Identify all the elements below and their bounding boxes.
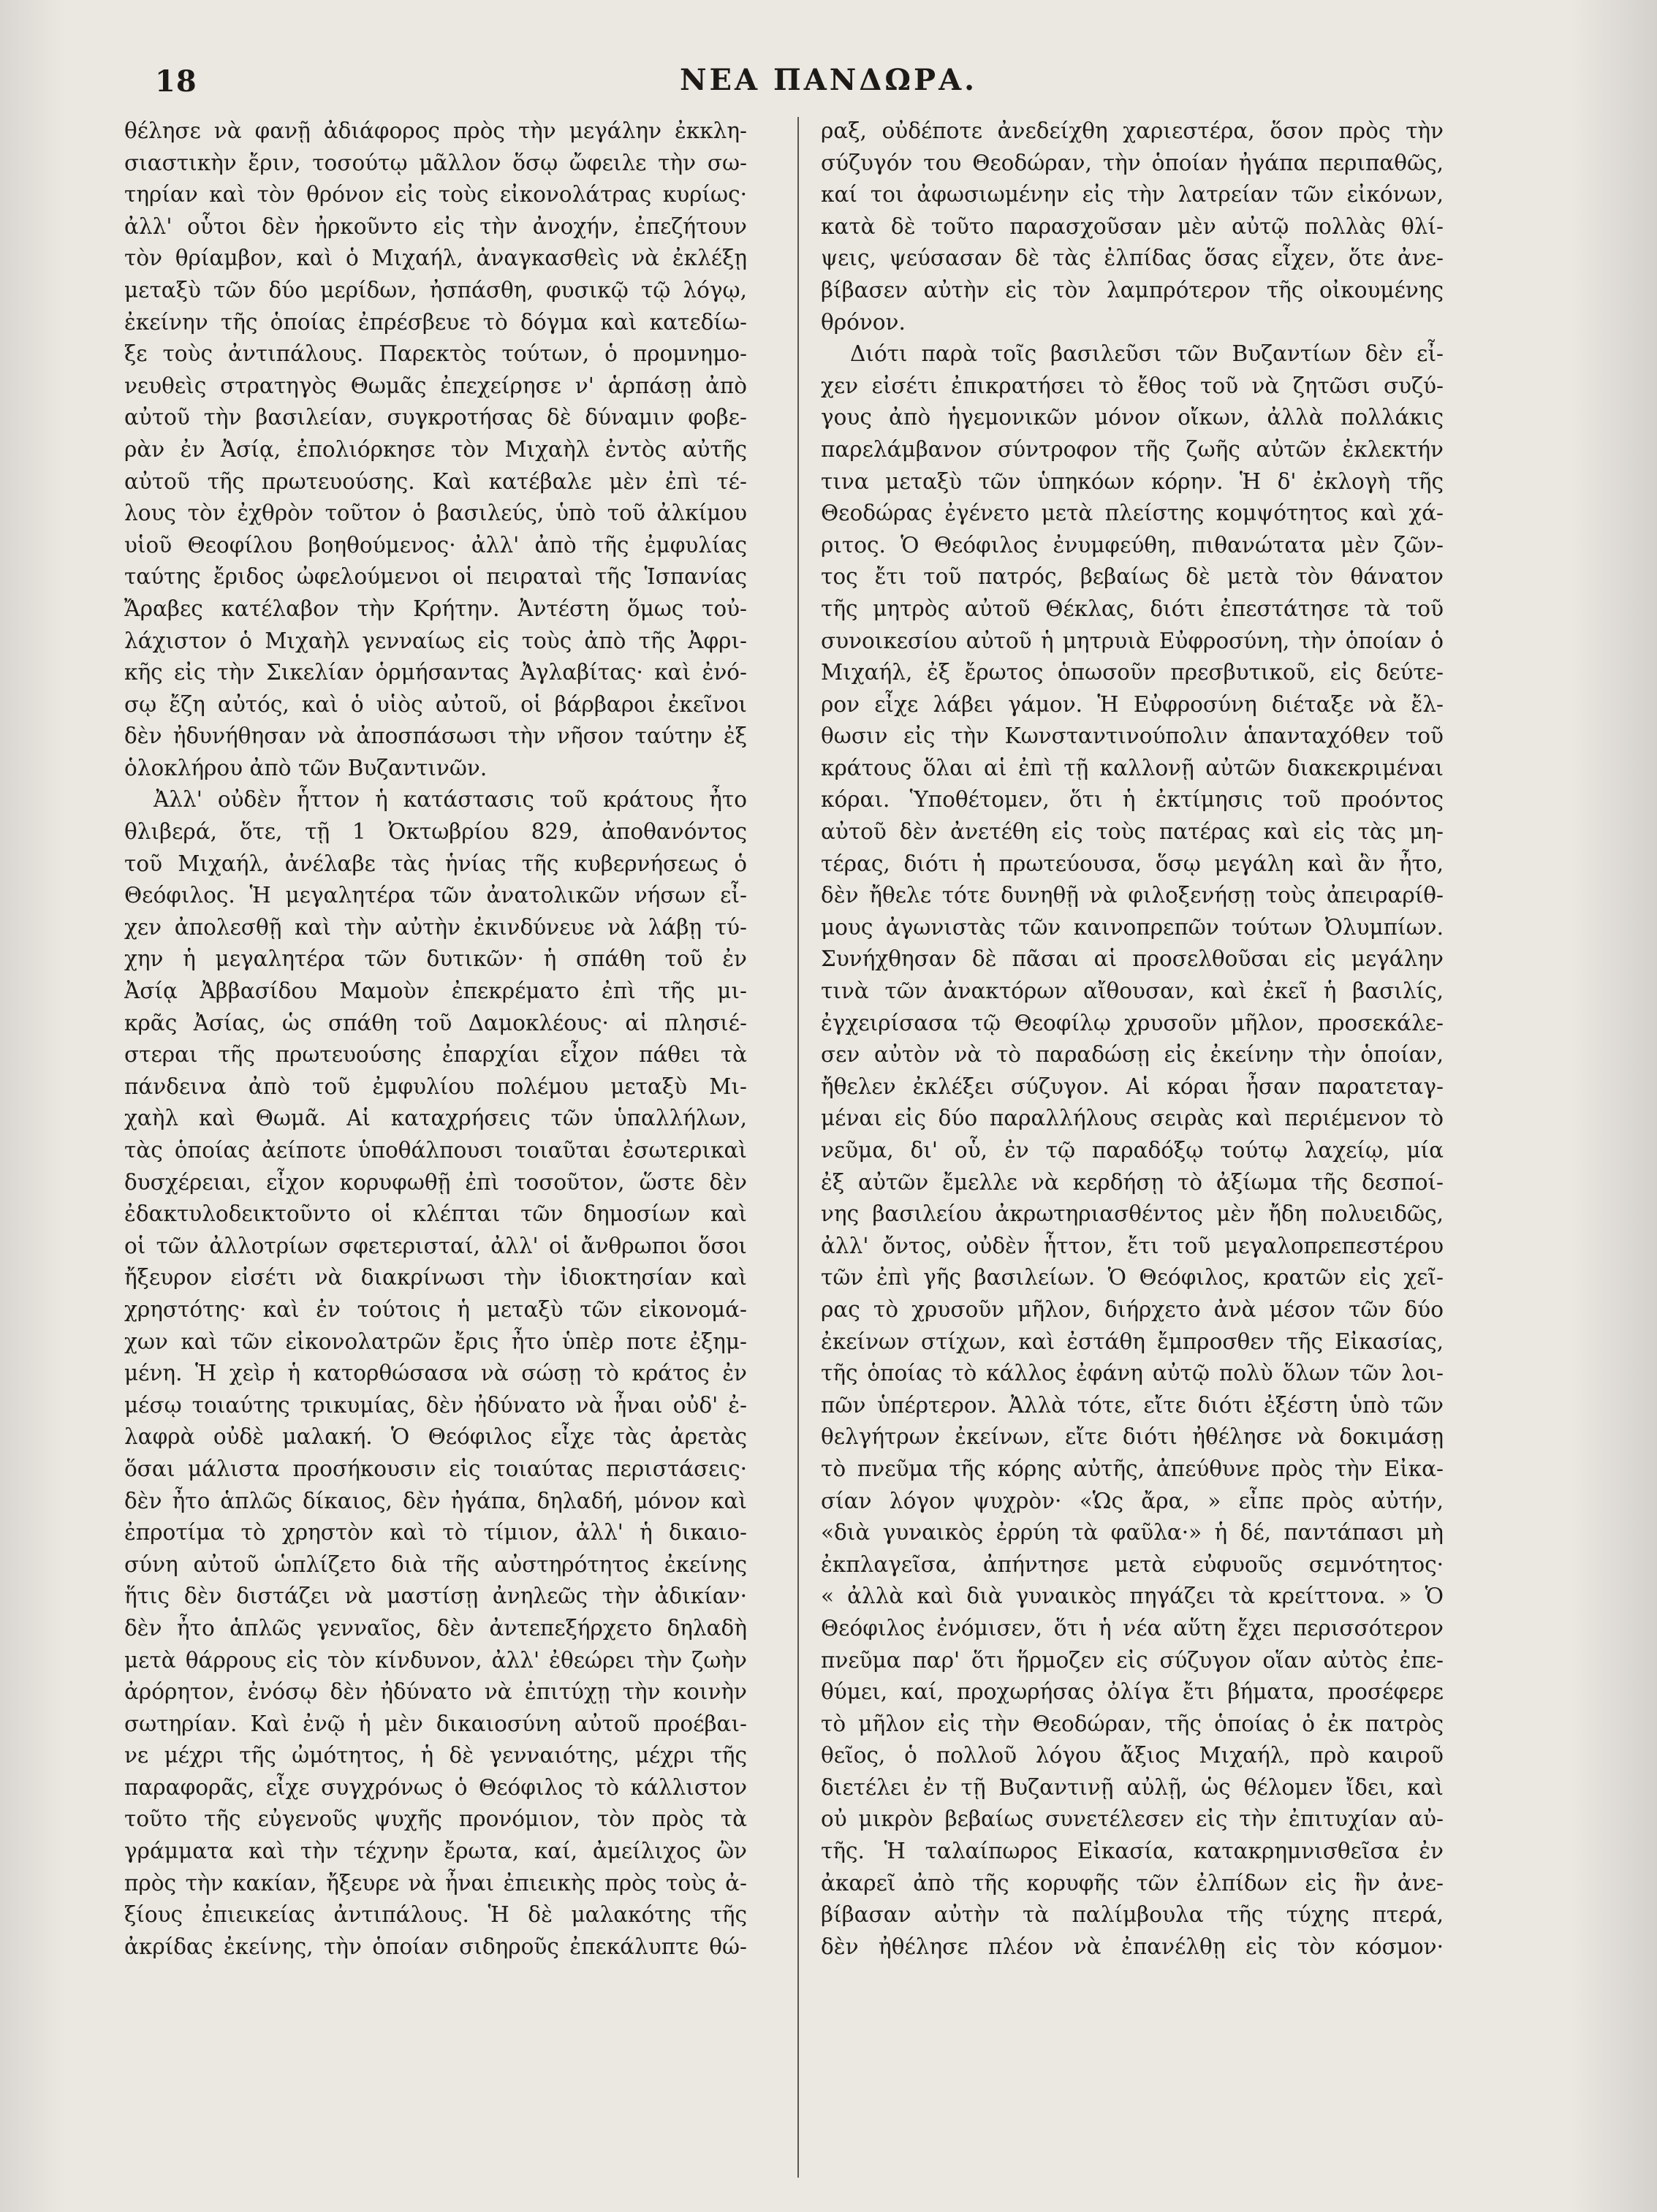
text-line: δὲν ἦτο ἁπλῶς δίκαιος, δὲν ἠγάπα, δηλαδή, μόνον καὶ <box>124 1488 747 1513</box>
text-line: δὲν ἤθελε τότε δυνηθῇ νὰ φιλοξενήσῃ τοὺς ἀπειραρίθ- <box>821 883 1444 908</box>
text-line: ξίους ἐπιεικείας ἀντιπάλους. Ἡ δὲ μαλακότης τῆς <box>124 1902 747 1928</box>
text-line: παρελάμβανον σύντροφον τῆς ζωῆς αὐτῶν ἐκλεκτήν <box>821 436 1444 462</box>
text-line: Συνήχθησαν δὲ πᾶσαι αἱ προσελθοῦσαι εἰς μεγάλην <box>821 946 1444 972</box>
text-line: μους ἀγωνιστὰς τῶν καινοπρεπῶν τούτων Ὀλυμπίων. <box>821 914 1444 940</box>
text-line: ρας τὸ χρυσοῦν μῆλον, διήρχετο ἀνὰ μέσον τῶν δύο <box>821 1296 1444 1322</box>
text-line: χεν ἀπολεσθῇ καὶ τὴν αὐτὴν ἐκινδύνευε νὰ λάβῃ τύ- <box>124 914 747 940</box>
text-line: ἀκρίδας ἐκείνης, τὴν ὁποίαν σιδηροῦς ἐπεκάλυπτε θώ- <box>124 1934 747 1959</box>
page-number: 18 <box>155 64 197 99</box>
text-line: βίβασεν αὐτὴν εἰς τὸν λαμπρότερον τῆς οἰκουμένης <box>821 277 1444 303</box>
text-line: παραφορᾶς, εἶχε συγχρόνως ὁ Θεόφιλος τὸ κάλλιστον <box>124 1774 747 1800</box>
text-line: δὲν ἦτο ἁπλῶς γενναῖος, δὲν ἀντεπεξήρχετο δηλαδὴ <box>124 1615 747 1641</box>
text-line: τινα μεταξὺ τῶν ὑπηκόων κόρην. Ἡ δ' ἐκλογὴ τῆς <box>821 468 1444 494</box>
text-line: αὐτοῦ δὲν ἀνετέθη εἰς τοὺς πατέρας καὶ εἰς τὰς μη- <box>821 819 1444 845</box>
text-line: Διότι παρὰ τοῖς βασιλεῦσι τῶν Βυζαντίων δὲν εἶ- <box>850 341 1444 367</box>
text-line: πρὸς τὴν κακίαν, ἤξευρε νὰ ἦναι ἐπιεικὴς πρὸς τοὺς ἀ- <box>124 1870 747 1896</box>
text-line: ἀλλ' οὗτοι δὲν ἠρκοῦντο εἰς τὴν ἀνοχήν, ἐπεζήτουν <box>124 213 747 239</box>
column-divider <box>797 117 799 2178</box>
text-line: ταύτης ἔριδος ὠφελούμενοι οἱ πειραταὶ τῆς Ἱσπανίας <box>124 564 747 590</box>
text-line: συνοικεσίου αὐτοῦ ἡ μητρυιὰ Εὐφροσύνη, τὴν ὁποίαν ὁ <box>821 628 1444 653</box>
text-line: σύνη αὐτοῦ ὡπλίζετο διὰ τῆς αὐστηρότητος ἐκείνης <box>124 1551 747 1577</box>
text-line: καί τοι ἀφωσιωμένην εἰς τὴν λατρείαν τῶν εἰκόνων, <box>821 182 1444 208</box>
text-line: μεταξὺ τῶν δύο μερίδων, ἠσπάσθη, φυσικῷ τῷ λόγῳ, <box>124 277 747 303</box>
text-line: τοῦ Μιχαήλ, ἀνέλαβε τὰς ἡνίας τῆς κυβερνήσεως ὁ <box>124 851 747 876</box>
text-line: ἐξ αὐτῶν ἔμελλε νὰ κερδήσῃ τὸ ἀξίωμα τῆς δεσποί- <box>821 1169 1444 1195</box>
text-line: νευθεὶς στρατηγὸς Θωμᾶς ἐπεχείρησε ν' ἁρπάσῃ ἀπὸ <box>124 373 747 398</box>
text-line: τῆς μητρὸς αὐτοῦ Θέκλας, διότι ἐπεστάτησε τὰ τοῦ <box>821 596 1444 621</box>
text-line: τος ἔτι τοῦ πατρός, βεβαίως δὲ μετὰ τὸν θάνατον <box>821 564 1444 590</box>
text-line: λαφρὰ οὐδὲ μαλακή. Ὁ Θεόφιλος εἶχε τὰς ἀρετὰς <box>124 1424 747 1450</box>
text-line: θωσιν εἰς τὴν Κωνσταντινούπολιν ἁπανταχόθεν τοῦ <box>821 723 1444 749</box>
text-line: κράτους ὅλαι αἱ ἐπὶ τῇ καλλονῇ αὐτῶν διακεκριμέναι <box>821 755 1444 780</box>
text-line: σῳ ἔζη αὐτός, καὶ ὁ υἱὸς αὐτοῦ, οἱ βάρβαροι ἐκεῖνοι <box>124 691 747 717</box>
text-line: ἀρόρητον, ἐνόσῳ δὲν ἠδύνατο νὰ ἐπιτύχῃ τὴν κοινὴν <box>124 1679 747 1705</box>
text-line: χαὴλ καὶ Θωμᾶ. Αἱ καταχρήσεις τῶν ὑπαλλήλων, <box>124 1106 747 1131</box>
text-line: κρᾶς Ἀσίας, ὡς σπάθη τοῦ Δαμοκλέους· αἱ πλησιέ- <box>124 1010 747 1035</box>
right-text-column <box>821 115 1444 1963</box>
running-head-title: ΝΕΑ ΠΑΝΔΩΡΑ. <box>679 63 978 97</box>
text-line: ἥτις δὲν διστάζει νὰ μαστίσῃ ἀνηλεῶς τὴν ἀδικίαν· <box>124 1584 747 1609</box>
text-line: γους ἀπὸ ἡγεμονικῶν μόνον οἴκων, ἀλλὰ πολλάκις <box>821 405 1444 430</box>
text-line: πῶν ὑπέρτερον. Ἀλλὰ τότε, εἴτε διότι ἐξέστη ὑπὸ τῶν <box>821 1392 1444 1418</box>
text-line: Ἀσίᾳ Ἀββασίδου Μαμοὺν ἐπεκρέματο ἐπὶ τῆς μι- <box>124 978 747 1004</box>
text-line: υἱοῦ Θεοφίλου βοηθούμενος· ἀλλ' ἀπὸ τῆς ἐμφυλίας <box>124 532 747 558</box>
text-line: ἐκείνην τῆς ὁποίας ἐπρέσβευε τὸ δόγμα καὶ κατεδίω- <box>124 309 747 335</box>
text-line: οὐ μικρὸν βεβαίως συνετέλεσεν εἰς τὴν ἐπιτυχίαν αὐ- <box>821 1806 1444 1832</box>
text-line: κῆς εἰς τὴν Σικελίαν ὁρμήσαντας Ἀγλαβίτας· καὶ ἐνό- <box>124 660 747 685</box>
text-line: τῆς ὁποίας τὸ κάλλος ἐφάνη αὐτῷ πολὺ ὅλων τῶν λοι- <box>821 1361 1444 1386</box>
text-line: σύζυγόν του Θεοδώραν, τὴν ὁποίαν ἠγάπα περιπαθῶς, <box>821 150 1444 175</box>
text-line: τὰς ὁποίας ἀείποτε ὑποθάλπουσι τοιαῦται ἐσωτερικαὶ <box>124 1138 747 1163</box>
left-text-column <box>124 115 747 1963</box>
text-line: μέναι εἰς δύο παραλλήλους σειρὰς καὶ περιέμενον τὸ <box>821 1106 1444 1131</box>
text-line: ἐγχειρίσασα τῷ Θεοφίλῳ χρυσοῦν μῆλον, προσεκάλε- <box>821 1010 1444 1035</box>
text-line: σεν αὐτὸν νὰ τὸ παραδώσῃ εἰς ἐκείνην τὴν ὁποίαν, <box>821 1042 1444 1068</box>
text-line: τὸ μῆλον εἰς τὴν Θεοδώραν, τῆς ὁποίας ὁ ἐκ πατρὸς <box>821 1711 1444 1736</box>
text-line: ξε τοὺς ἀντιπάλους. Παρεκτὸς τούτων, ὁ προμνημο- <box>124 341 747 367</box>
text-line: δὲν ἠθέλησε πλέον νὰ ἐπανέλθῃ εἰς τὸν κόσμον· <box>821 1934 1444 1959</box>
text-line: χρηστότης· καὶ ἐν τούτοις ἡ μεταξὺ τῶν εἰκονομά- <box>124 1296 747 1322</box>
text-line: «διὰ γυναικὸς ἐρρύη τὰ φαῦλα·» ἡ δέ, παντάπασι μὴ <box>821 1520 1444 1546</box>
text-line: ἐπροτίμα τὸ χρηστὸν καὶ τὸ τίμιον, ἀλλ' ἡ δικαιο- <box>124 1520 747 1546</box>
text-line: πάνδεινα ἀπὸ τοῦ ἐμφυλίου πολέμου μεταξὺ Μι- <box>124 1073 747 1099</box>
text-line: τῆς. Ἡ ταλαίπωρος Εἰκασία, κατακρημνισθεῖσα ἐν <box>821 1839 1444 1864</box>
text-line: αὐτοῦ τῆς πρωτευούσης. Καὶ κατέβαλε μὲν ἐπὶ τέ- <box>124 468 747 494</box>
text-line: στεραι τῆς πρωτευούσης ἐπαρχίαι εἶχον πάθει τὰ <box>124 1042 747 1068</box>
text-line: τὸ πνεῦμα τῆς κόρης αὐτῆς, ἀπεύθυνε πρὸς τὴν Εἰκα- <box>821 1456 1444 1481</box>
text-line: ψεις, ψεύσασαν δὲ τὰς ἐλπίδας ὅσας εἶχεν, ὅτε ἀνε- <box>821 246 1444 271</box>
text-line: σιαστικὴν ἔριν, τοσούτῳ μᾶλλον ὅσῳ ὤφειλε τὴν σω- <box>124 150 747 175</box>
text-line: Θεόφιλος ἐνόμισεν, ὅτι ἡ νέα αὕτη ἔχει περισσότερον <box>821 1615 1444 1641</box>
text-line: νε μέχρι τῆς ὠμότητος, ἡ δὲ γενναιότης, μέχρι τῆς <box>124 1743 747 1768</box>
page-binding-shadow <box>0 0 66 2212</box>
text-line: μένη. Ἡ χεὶρ ἡ κατορθώσασα νὰ σώσῃ τὸ κράτος ἐν <box>124 1361 747 1386</box>
text-line: χεν εἰσέτι ἐπικρατήσει τὸ ἔθος τοῦ νὰ ζητῶσι συζύ- <box>821 373 1444 398</box>
text-line: λάχιστον ὁ Μιχαὴλ γενναίως εἰς τοὺς ἀπὸ τῆς Ἀφρι- <box>124 628 747 653</box>
text-line: ρὰν ἐν Ἀσίᾳ, ἐπολιόρκησε τὸν Μιχαὴλ ἐντὸς αὐτῆς <box>124 436 747 462</box>
text-line: ὁλοκλήρου ἀπὸ τῶν Βυζαντινῶν. <box>124 755 488 780</box>
text-line: τῶν ἐπὶ γῆς βασιλείων. Ὁ Θεόφιλος, κρατῶν εἰς χεῖ- <box>821 1265 1444 1291</box>
text-line: θύμει, καί, προχωρήσας ὀλίγα ἔτι βήματα, προσέφερε <box>821 1679 1444 1705</box>
text-line: ἐδακτυλοδεικτοῦντο οἱ κλέπται τῶν δημοσίων καὶ <box>124 1201 747 1227</box>
text-line: Μιχαήλ, ἐξ ἔρωτος ὁπωσοῦν πρεσβυτικοῦ, εἰς δεύτε- <box>821 660 1444 685</box>
text-line: σωτηρίαν. Καὶ ἐνῷ ἡ μὲν δικαιοσύνη αὐτοῦ προέβαι- <box>124 1711 747 1736</box>
text-line: νης βασιλείου ἀκρωτηριασθέντος μὲν ἤδη πολυειδῶς, <box>821 1201 1444 1227</box>
text-line: θέλησε νὰ φανῇ ἀδιάφορος πρὸς τὴν μεγάλην ἐκκλη- <box>124 118 747 143</box>
text-line: Ἀλλ' οὐδὲν ἧττον ἡ κατάστασις τοῦ κράτους ἦτο <box>153 787 747 813</box>
text-line: θρόνον. <box>821 309 906 335</box>
text-line: σίαν λόγον ψυχρὸν· «Ὡς ἄρα, » εἶπε πρὸς αὐτήν, <box>821 1488 1444 1513</box>
text-line: τοῦτο τῆς εὐγενοῦς ψυχῆς προνόμιον, τὸν πρὸς τὰ <box>124 1806 747 1832</box>
text-line: διετέλει ἐν τῇ Βυζαντινῇ αὐλῇ, ὡς θέλομεν ἴδει, καὶ <box>821 1774 1444 1800</box>
text-line: Ἄραβες κατέλαβον τὴν Κρήτην. Ἀντέστη ὅμως τοὐ- <box>124 596 747 621</box>
text-line: ἤθελεν ἐκλέξει σύζυγον. Αἱ κόραι ἦσαν παρατεταγ- <box>821 1073 1444 1099</box>
text-line: « ἀλλὰ καὶ διὰ γυναικὸς πηγάζει τὰ κρείττονα. » Ὁ <box>821 1584 1444 1609</box>
text-line: ὅσαι μάλιστα προσήκουσιν εἰς τοιαύτας περιστάσεις· <box>124 1456 747 1481</box>
text-line: χων καὶ τῶν εἰκονολατρῶν ἔρις ἦτο ὑπὲρ ποτε ἐξημ- <box>124 1329 747 1354</box>
text-line: ἀλλ' ὄντος, οὐδὲν ἧττον, ἔτι τοῦ μεγαλοπρεπεστέρου <box>821 1233 1444 1258</box>
text-line: βίβασαν αὐτὴν τὰ παλίμβουλα τῆς τύχης πτερά, <box>821 1902 1444 1928</box>
text-line: πνεῦμα παρ' ὅτι ἥρμοζεν εἰς σύζυγον οἵαν αὐτὸς ἐπε- <box>821 1647 1444 1673</box>
text-line: τὸν θρίαμβον, καὶ ὁ Μιχαήλ, ἀναγκασθεὶς νὰ ἐκλέξῃ <box>124 246 747 271</box>
text-line: τέρας, διότι ἡ πρωτεύουσα, ὅσῳ μεγάλη καὶ ἂν ἦτο, <box>821 851 1444 876</box>
text-line: αὐτοῦ τὴν βασιλείαν, συγκροτήσας δὲ δύναμιν φοβε- <box>124 405 747 430</box>
text-line: ἀκαρεῖ ἀπὸ τῆς κορυφῆς τῶν ἐλπίδων εἰς ἣν ἀνε- <box>821 1870 1444 1896</box>
text-line: χην ἡ μεγαλητέρα τῶν δυτικῶν· ἡ σπάθη τοῦ ἐν <box>124 946 747 972</box>
text-line: ἤξευρον εἰσέτι νὰ διακρίνωσι τὴν ἰδιοκτησίαν καὶ <box>124 1265 747 1291</box>
text-line: ἐκείνων στίχων, καὶ ἐστάθη ἔμπροσθεν τῆς Εἰκασίας, <box>821 1329 1444 1354</box>
text-line: μέσῳ τοιαύτης τρικυμίας, δὲν ἠδύνατο νὰ ἦναι οὐδ' ἐ- <box>124 1392 747 1418</box>
text-line: τινὰ τῶν ἀνακτόρων αἴθουσαν, καὶ ἐκεῖ ἡ βασιλίς, <box>821 978 1444 1004</box>
page-edge-shadow <box>1569 0 1657 2212</box>
text-line: ραξ, οὐδέποτε ἀνεδείχθη χαριεστέρα, ὅσον πρὸς τὴν <box>821 118 1444 143</box>
text-line: δὲν ἠδυνήθησαν νὰ ἀποσπάσωσι τὴν νῆσον ταύτην ἐξ <box>124 723 747 749</box>
text-line: γράμματα καὶ τὴν τέχνην ἔρωτα, καί, ἀμείλιχος ὢν <box>124 1839 747 1864</box>
text-line: οἱ τῶν ἀλλοτρίων σφετερισταί, ἀλλ' οἱ ἄνθρωποι ὅσοι <box>124 1233 747 1258</box>
text-line: λους τὸν ἐχθρὸν τοῦτον ὁ βασιλεύς, ὑπὸ τοῦ ἀλκίμου <box>124 501 747 526</box>
text-line: θελγήτρων ἐκείνων, εἴτε διότι ἠθέλησε νὰ δοκιμάσῃ <box>821 1424 1444 1450</box>
text-line: ρον εἶχε λάβει γάμον. Ἡ Εὐφροσύνη διέταξε νὰ ἔλ- <box>821 691 1444 717</box>
text-line: νεῦμα, δι' οὗ, ἐν τῷ παραδόξῳ τούτῳ λαχείῳ, μία <box>821 1138 1444 1163</box>
text-line: μετὰ θάρρους εἰς τὸν κίνδυνον, ἀλλ' ἐθεώρει τὴν ζωὴν <box>124 1647 747 1673</box>
text-line: Θεοδώρας ἐγένετο μετὰ πλείστης κομψότητος καὶ χά- <box>821 501 1444 526</box>
text-line: ἐκπλαγεῖσα, ἀπήντησε μετὰ εὐφυοῦς σεμνότητος· <box>821 1551 1444 1577</box>
text-line: δυσχέρειαι, εἶχον κορυφωθῇ ἐπὶ τοσοῦτον, ὥστε δὲν <box>124 1169 747 1195</box>
text-line: θλιβερά, ὅτε, τῇ 1 Ὀκτωβρίου 829, ἀποθανόντος <box>124 819 747 845</box>
text-line: κατὰ δὲ τοῦτο παρασχοῦσαν μὲν αὐτῷ πολλὰς θλί- <box>821 213 1444 239</box>
text-line: κόραι. Ὑποθέτομεν, ὅτι ἡ ἐκτίμησις τοῦ προόντος <box>821 787 1444 813</box>
text-line: τηρίαν καὶ τὸν θρόνον εἰς τοὺς εἰκονολάτρας κυρίως· <box>124 182 747 208</box>
text-line: Θεόφιλος. Ἡ μεγαλητέρα τῶν ἀνατολικῶν νήσων εἶ- <box>124 883 747 908</box>
text-line: θεῖος, ὁ πολλοῦ λόγου ἄξιος Μιχαήλ, πρὸ καιροῦ <box>821 1743 1444 1768</box>
text-line: ριτος. Ὁ Θεόφιλος ἐνυμφεύθη, πιθανώτατα μὲν ζῶν- <box>821 532 1444 558</box>
